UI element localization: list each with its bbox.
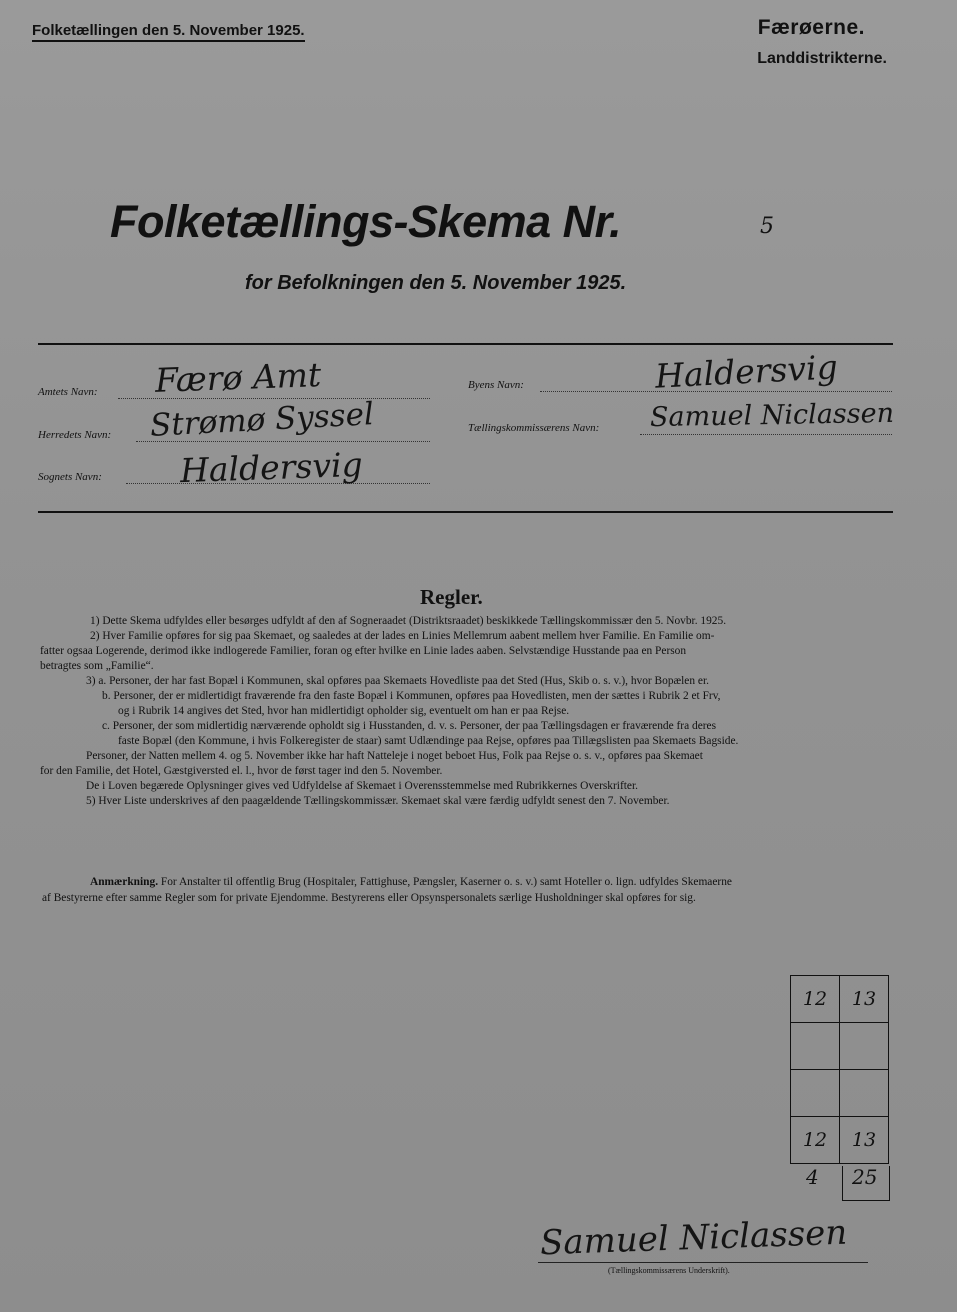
tally-row (791, 1070, 889, 1117)
rule-line: faste Bopæl (den Kommune, i hvis Folkeregister de staar) samt Udlændinge paa Rejse, opføres paa Tillægslisten paa Skemaets Bagside. (118, 735, 739, 747)
tally-total-right: 25 (852, 1165, 878, 1189)
rule-line: 5) Hver Liste underskrives af den paagældende Tællingskommissær. Skemaet skal være færdig udfyldt senest den 7. November. (86, 795, 670, 807)
amt-label: Amtets Navn: (38, 386, 98, 398)
tally-row (791, 976, 889, 1023)
form-subtitle: for Befolkningen den 5. November 1925. (245, 272, 627, 294)
tally-cell (791, 1023, 840, 1070)
tally-table (790, 975, 889, 1164)
rule-line: b. Personer, der er midlertidigt fraværende fra den faste Bopæl i Kommunen, opføres paa Hovedlisten, men der sættes i Rubrik 2 et Frv, (102, 690, 721, 702)
rule-line: betragtes som „Familie“. (40, 660, 154, 672)
kommissaer-label: Tællingskommissærens Navn: (468, 422, 600, 434)
rule-line: Personer, der Natten mellem 4. og 5. November ikke har haft Natteleje i noget beboet Hus, Folk paa Rejse o. s. v., opføres paa Skemaet (86, 750, 703, 762)
rule-line: De i Loven begærede Oplysninger gives ved Udfyldelse af Skemaet i Overensstemmelse med Rubrikkernes Overskrifter. (86, 780, 638, 792)
tally-cell: 12 (791, 976, 840, 1023)
rules-heading: Regler. (420, 585, 483, 609)
top-divider (38, 343, 893, 345)
annotation-line-1: For Anstalter til offentlig Brug (Hospitaler, Fattighuse, Pængsler, Kaserner o. s. v.) samt Hoteller o. lign. udfyldes Skemaerne (160, 876, 732, 888)
tally-cell (840, 1070, 889, 1117)
signature-value: Samuel Niclassen (539, 1212, 848, 1264)
tally-cell: 12 (791, 1117, 840, 1164)
rules-list (40, 614, 900, 809)
by-label: Byens Navn: (468, 379, 524, 391)
by-value: Haldersvig (654, 347, 839, 396)
header-region: Færøerne. (757, 16, 865, 39)
kommissaer-value: Samuel Niclassen (649, 397, 895, 434)
form-title: Folketællings-Skema Nr. (110, 196, 622, 247)
tally-cell: 13 (840, 976, 889, 1023)
annotation-label: Anmærkning. (90, 876, 159, 888)
annotation (42, 874, 902, 906)
amt-value: Færø Amt (154, 355, 322, 400)
rule-line: c. Personer, der som midlertidig nærværende opholdt sig i Husstanden, d. v. s. Personer, der paa Tællingsdagen er fraværende fra deres (102, 720, 717, 732)
annotation-line-2: af Bestyrerne efter samme Regler som for private Ejendomme. Bestyrerens eller Opsynspersonalets særlige Husholdninger skal opføres for sig. (42, 892, 696, 904)
tally-cell (791, 1070, 840, 1117)
tally-row (791, 1023, 889, 1070)
sogn-value: Haldersvig (179, 444, 364, 491)
sogn-label: Sognets Navn: (38, 471, 102, 483)
tally-total-left: 4 (806, 1165, 819, 1189)
header-census-date: Folketællingen den 5. November 1925. (32, 22, 305, 42)
rule-line: 2) Hver Familie opføres for sig paa Skemaet, og saaledes at der lades en Linies Mellemrum aabent mellem hver Familie. En Familie om- (90, 630, 715, 642)
tally-row (791, 1117, 889, 1164)
signature-caption: (Tællingskommissærens Underskrift). (608, 1266, 730, 1275)
tally-cell (840, 1023, 889, 1070)
rule-line: og i Rubrik 14 angives det Sted, hvor han midlertidigt opholder sig, eventuelt om han er paa Rejse. (118, 705, 570, 717)
rule-line: fatter ogsaa Logerende, derimod ikke indlogerede Familier, foran og efter hvilke en Linie lades aaben. Selvstændige Husstande paa en Person (40, 645, 687, 657)
rule-line: for den Familie, det Hotel, Gæstgiversted el. l., hvor de først tager ind den 5. November. (40, 765, 443, 777)
header-district-type: Landdistrikterne. (757, 50, 887, 67)
rule-line: 1) Dette Skema udfyldes eller besørges udfyldt af den af Sogneraadet (Distriktsraadet) beskikkede Tællingskommissær den 5. Novbr. 1925. (90, 615, 727, 627)
rule-line: 3) a. Personer, der har fast Bopæl i Kommunen, skal opføres paa Skemaets Hovedliste paa det Sted (Hus, Skib o. s. v.), hvor Bopælen er. (86, 675, 709, 687)
tally-cell: 13 (840, 1117, 889, 1164)
herred-value: Strømø Syssel (149, 396, 375, 444)
signature-line (538, 1262, 868, 1263)
herred-label: Herredets Navn: (38, 429, 112, 441)
kommissaer-line (640, 434, 892, 435)
form-number: 5 (760, 214, 774, 239)
bottom-divider (38, 511, 893, 513)
